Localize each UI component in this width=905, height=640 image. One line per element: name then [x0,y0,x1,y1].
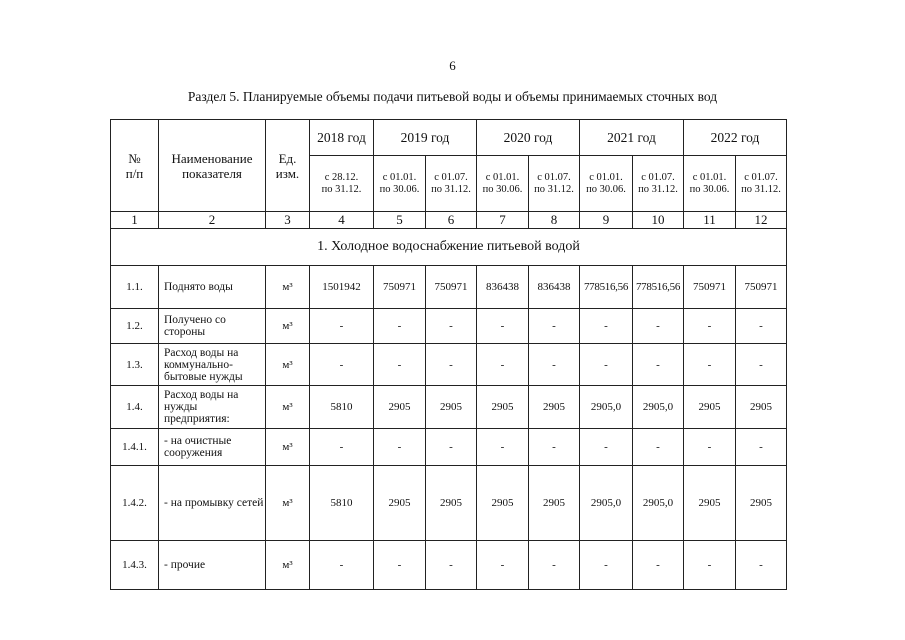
period-line: по 31.12. [638,183,678,195]
row-name: Получено со стороны [159,309,266,344]
header-year-2021: 2021 год [580,120,684,156]
row-value: 1501942 [310,266,374,309]
row-value: 836438 [529,266,580,309]
row-value: - [684,429,736,466]
column-number: 11 [684,212,736,229]
column-number: 7 [477,212,529,229]
row-value: - [529,344,580,386]
row-value: 750971 [426,266,477,309]
row-value: - [310,344,374,386]
row-value: 2905 [529,386,580,429]
row-value: - [736,541,787,590]
row-value: 750971 [684,266,736,309]
row-value: - [374,344,426,386]
row-value: 778516,56 [633,266,684,309]
row-value: - [736,309,787,344]
row-unit: м³ [266,309,310,344]
row-code: 1.1. [111,266,159,309]
row-value: 750971 [736,266,787,309]
section-heading: 1. Холодное водоснабжение питьевой водой [111,229,787,266]
header-name: Наименование показателя [159,120,266,212]
header-unit: Ед. изм. [266,120,310,212]
row-unit: м³ [266,466,310,541]
row-value: - [529,309,580,344]
table-row [111,309,787,344]
period-line: по 30.06. [482,183,523,195]
row-value: 2905 [736,386,787,429]
row-value: - [477,541,529,590]
header-year-2022: 2022 год [684,120,787,156]
row-code: 1.3. [111,344,159,386]
header-period [580,156,633,212]
header-period [684,156,736,212]
column-number-row [111,212,787,229]
row-value: - [736,344,787,386]
header-year-2020: 2020 год [477,120,580,156]
row-value: 2905,0 [633,386,684,429]
column-number: 8 [529,212,580,229]
period-line: с 01.01. [485,171,520,183]
row-unit: м³ [266,266,310,309]
table-row [111,466,787,541]
row-value: 2905 [736,466,787,541]
period-line: по 30.06. [689,183,730,195]
period-line: по 31.12. [431,183,471,195]
row-value: - [477,429,529,466]
row-name: - прочие [159,541,266,590]
row-code: 1.4.3. [111,541,159,590]
row-value: - [684,541,736,590]
row-value: 2905 [426,386,477,429]
period-line: по 30.06. [379,183,420,195]
row-unit: м³ [266,386,310,429]
period-line: с 01.07. [744,171,778,183]
header-period [529,156,580,212]
row-value: - [684,344,736,386]
row-name: - на промывку сетей [159,466,266,541]
row-unit: м³ [266,541,310,590]
column-number: 2 [159,212,266,229]
water-volume-table [110,119,787,590]
row-value: - [529,541,580,590]
row-code: 1.2. [111,309,159,344]
period-line: по 31.12. [741,183,781,195]
row-value: 2905 [529,466,580,541]
row-value: - [374,309,426,344]
column-number: 3 [266,212,310,229]
period-line: по 31.12. [321,183,362,195]
row-code: 1.4. [111,386,159,429]
header-period [426,156,477,212]
row-value: 2905,0 [580,386,633,429]
period-line: с 28.12. [324,171,359,183]
header-period [374,156,426,212]
row-value: - [310,309,374,344]
table-row [111,344,787,386]
row-value: - [580,429,633,466]
row-value: - [633,429,684,466]
header-number-line2: п/п [125,165,144,181]
row-value: 836438 [477,266,529,309]
row-value: 2905 [684,386,736,429]
table-row [111,266,787,309]
column-number: 6 [426,212,477,229]
header-number [111,120,159,212]
page-number: 6 [449,58,456,73]
row-value: 2905,0 [633,466,684,541]
table-row [111,541,787,590]
row-value: - [633,309,684,344]
column-number: 9 [580,212,633,229]
table-row [111,429,787,466]
row-value: 5810 [310,386,374,429]
row-value: - [426,344,477,386]
row-value: 750971 [374,266,426,309]
row-value: 2905 [426,466,477,541]
period-line: с 01.07. [537,171,571,183]
column-number: 12 [736,212,787,229]
row-value: - [426,429,477,466]
column-number: 1 [111,212,159,229]
row-value: - [477,344,529,386]
row-code: 1.4.1. [111,429,159,466]
period-line: по 31.12. [534,183,574,195]
row-name: Расход воды на нужды предприятия: [159,386,266,429]
row-value: - [580,344,633,386]
row-value: - [580,541,633,590]
row-value: - [477,309,529,344]
row-value: 5810 [310,466,374,541]
row-value: - [374,541,426,590]
period-line: с 01.01. [589,171,623,183]
row-value: 2905 [374,466,426,541]
header-period [633,156,684,212]
period-line: с 01.07. [434,171,468,183]
row-code: 1.4.2. [111,466,159,541]
row-value: 778516,56 [580,266,633,309]
period-line: с 01.07. [641,171,675,183]
row-value: 2905 [477,466,529,541]
header-number-line1: № [128,150,141,166]
section-title: Раздел 5. Планируемые объемы подачи питьевой воды и объемы принимаемых сточных вод [187,89,718,104]
header-year-2018: 2018 год [310,120,374,156]
row-value: - [310,429,374,466]
row-unit: м³ [266,344,310,386]
row-value: - [310,541,374,590]
column-number: 5 [374,212,426,229]
row-value: 2905 [684,466,736,541]
row-value: 2905 [374,386,426,429]
column-number: 10 [633,212,684,229]
row-name: Поднято воды [159,266,266,309]
row-unit: м³ [266,429,310,466]
row-value: - [426,541,477,590]
column-number: 4 [310,212,374,229]
table-row [111,386,787,429]
row-value: - [633,344,684,386]
row-value: - [684,309,736,344]
header-year-2019: 2019 год [374,120,477,156]
row-value: - [374,429,426,466]
row-value: - [529,429,580,466]
row-name: Расход воды на коммунально-бытовые нужды [159,344,266,386]
row-value: 2905 [477,386,529,429]
row-value: - [580,309,633,344]
header-period [310,156,374,212]
period-line: с 01.01. [692,171,727,183]
row-value: - [633,541,684,590]
period-line: по 30.06. [586,183,626,195]
row-value: - [426,309,477,344]
row-value: - [736,429,787,466]
header-period [736,156,787,212]
row-name: - на очистные сооружения [159,429,266,466]
header-period [477,156,529,212]
period-line: с 01.01. [382,171,417,183]
row-value: 2905,0 [580,466,633,541]
